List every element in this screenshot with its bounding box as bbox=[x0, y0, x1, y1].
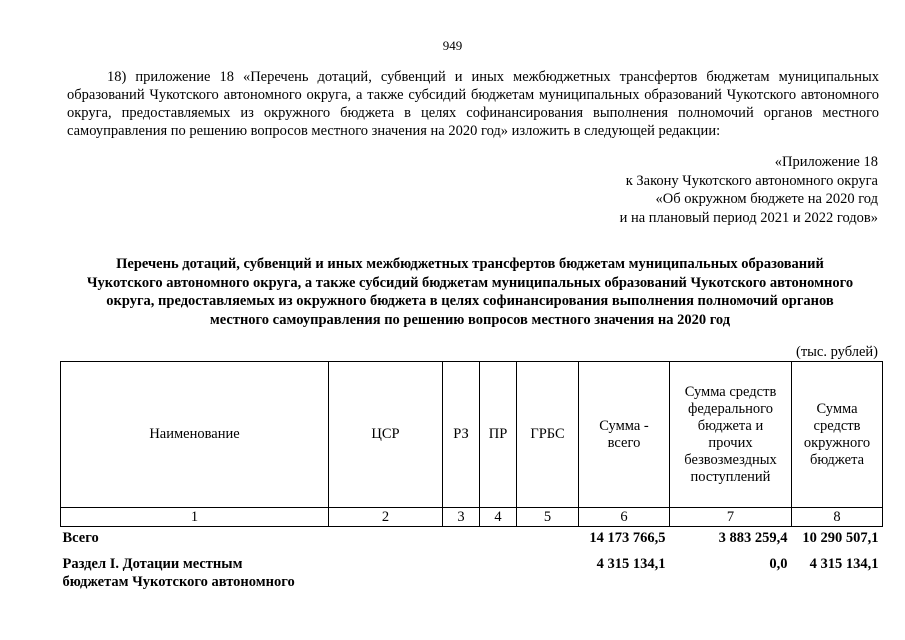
row-csr bbox=[329, 553, 443, 591]
column-number: 7 bbox=[670, 508, 792, 527]
header-line: средств bbox=[813, 417, 861, 434]
row-name: Всего bbox=[62, 530, 99, 546]
column-number: 4 bbox=[480, 508, 517, 527]
header-line: всего bbox=[607, 434, 641, 451]
row-pr bbox=[480, 527, 517, 554]
intro-paragraph bbox=[67, 68, 879, 140]
title-line: местного самоуправления по решению вопросов местного значения на 2020 год bbox=[209, 311, 731, 328]
appendix-ref-line: «Приложение 18 bbox=[774, 154, 878, 170]
row-pr bbox=[480, 553, 517, 591]
row-name bbox=[61, 553, 329, 591]
intro-text: 18) приложение 18 «Перечень дотаций, субвенций и иных межбюджетных трансфертов бюджетам муниципальных образований Чукотского автономного округа, а также субсидий бюджетам муниципальных образований Чукотского автономного округа, предоставляемых из окружного бюджета в целях софинансирования выполнения полномочий органов местного самоуправления по решению вопросов местного значения на 2020 год» изложить в следующей редакции: bbox=[67, 69, 879, 139]
column-number: 2 bbox=[329, 508, 443, 527]
header-grbs: ГРБС bbox=[517, 362, 579, 508]
header-sum-total bbox=[579, 362, 670, 508]
header-line: Сумма средств bbox=[684, 383, 777, 400]
row-name-line: бюджетам Чукотского автономного bbox=[62, 574, 295, 590]
row-grbs bbox=[517, 527, 579, 554]
row-name-line: Раздел I. Дотации местным bbox=[62, 556, 243, 572]
row-sum-total: 14 173 766,5 bbox=[589, 530, 666, 546]
header-csr: ЦСР bbox=[329, 362, 443, 508]
header-sum-federal bbox=[670, 362, 792, 508]
header-line: Сумма bbox=[816, 400, 858, 417]
header-line: безвозмездных bbox=[684, 451, 777, 468]
header-line: поступлений bbox=[690, 468, 771, 485]
row-rz bbox=[443, 527, 480, 554]
row-sum-okrug: 10 290 507,1 bbox=[802, 530, 879, 546]
header-line: бюджета bbox=[809, 451, 865, 468]
header-line: прочих bbox=[708, 434, 753, 451]
appendix-ref-line: к Закону Чукотского автономного округа bbox=[625, 172, 878, 189]
row-sum-okrug: 4 315 134,1 bbox=[809, 556, 879, 572]
column-number: 8 bbox=[792, 508, 883, 527]
budget-table bbox=[60, 361, 883, 591]
header-line: бюджета и bbox=[697, 417, 764, 434]
row-grbs bbox=[517, 553, 579, 591]
table-row-total bbox=[61, 527, 883, 554]
column-number-row bbox=[61, 508, 883, 527]
units-label: (тыс. рублей) bbox=[796, 344, 878, 360]
header-line: окружного bbox=[803, 434, 871, 451]
header-line: Сумма - bbox=[599, 417, 649, 434]
header-name: Наименование bbox=[61, 362, 329, 508]
column-number: 3 bbox=[443, 508, 480, 527]
appendix-ref-line: и на плановый период 2021 и 2022 годов» bbox=[619, 209, 878, 226]
column-number: 1 bbox=[61, 508, 329, 527]
document-title bbox=[55, 255, 885, 329]
row-rz bbox=[443, 553, 480, 591]
title-line: округа, предоставляемых из окружного бюджета в целях софинансирования выполнения полномочий органов bbox=[106, 293, 834, 309]
header-line: федерального bbox=[688, 400, 773, 417]
column-number: 5 bbox=[517, 508, 579, 527]
title-line: Чукотского автономного округа, а также субсидий бюджетам муниципальных образований Чукотского автономного bbox=[86, 274, 854, 291]
title-line: Перечень дотаций, субвенций и иных межбюджетных трансфертов бюджетам муниципальных образований bbox=[116, 256, 824, 272]
row-csr bbox=[329, 527, 443, 554]
table-row-section bbox=[61, 553, 883, 591]
row-sum-federal: 0,0 bbox=[769, 556, 788, 572]
page-number: 949 bbox=[442, 38, 463, 53]
row-sum-federal: 3 883 259,4 bbox=[718, 530, 788, 546]
table-header-row bbox=[61, 362, 883, 508]
header-sum-okrug bbox=[792, 362, 883, 508]
appendix-ref-line: «Об окружном бюджете на 2020 год bbox=[655, 191, 878, 207]
row-sum-total: 4 315 134,1 bbox=[596, 556, 666, 572]
header-rz: РЗ bbox=[443, 362, 480, 508]
header-pr: ПР bbox=[480, 362, 517, 508]
column-number: 6 bbox=[579, 508, 670, 527]
appendix-reference bbox=[620, 153, 878, 227]
